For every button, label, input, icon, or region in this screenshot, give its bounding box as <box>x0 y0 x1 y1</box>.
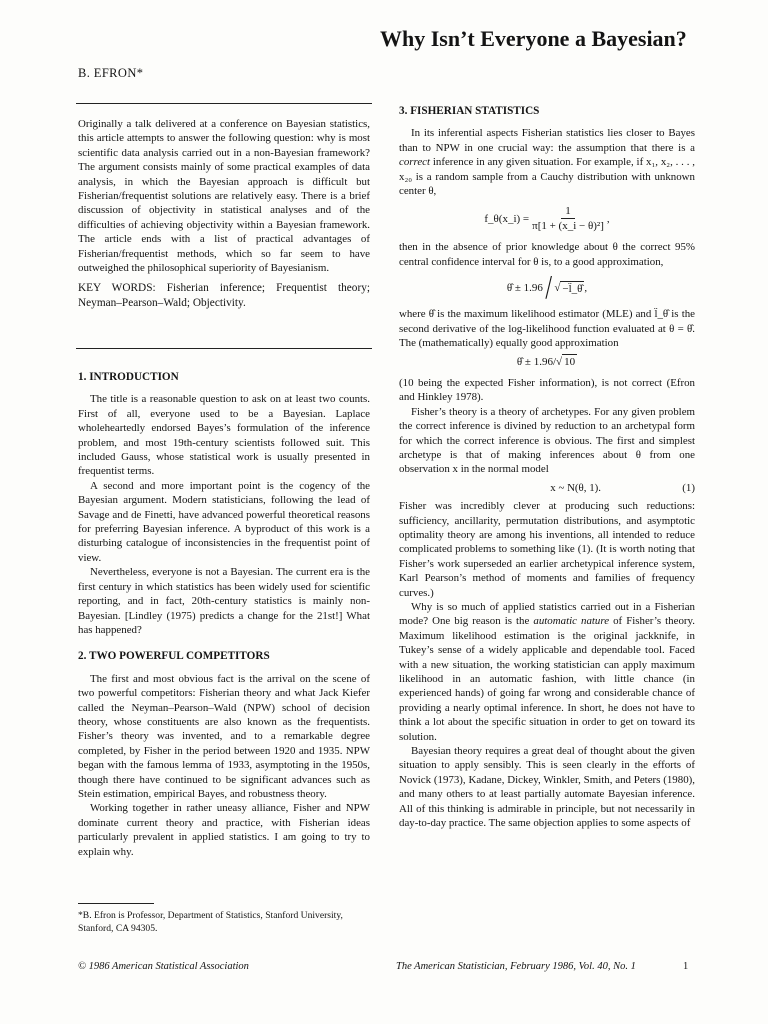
page-number: 1 <box>683 961 689 972</box>
competitors-paragraph-1: The first and most obvious fact is the arrival on the scene of two powerful competitors: Fisherian theory and what Jack Kiefer called the Neyman–Pearson–Wald (NPW) school of decision theory, whose constituents are also known as the frequentists. Fisher’s theory was invented, and to a remarkable degree completed, by Fisher in the period between 1920 and 1935. NPW began with the famous lemma of 1933, asymptoting in the 1950s, though there have continued to be significant advances such as Stein estimation, empirical Bayes, and robustness theory. <box>78 672 370 800</box>
intro-paragraph-2: A second and more important point is the cogency of the Bayesian argument. Modern statisticians, following the lead of Savage and de Finetti, have advanced powerful theoretical reasons for preferring Bayesian inference. A byproduct of this work is a disturbing catalogue of inconsistencies in the frequentist point of view. <box>78 479 370 564</box>
abstract-top-rule <box>76 103 372 104</box>
emphasis-automatic-nature: automatic nature <box>533 615 610 628</box>
author-footnote: *B. Efron is Professor, Department of Statistics, Stanford University, Stanford, CA 94305. <box>78 910 343 934</box>
abstract-bottom-rule <box>76 348 372 349</box>
fisherian-paragraph-3: where θ̂ is the maximum likelihood estimator (MLE) and l̈_θ̂ is the second derivative of the log-likelihood function evaluated at θ = θ̂. The (mathematically) equally good approximation <box>399 308 695 350</box>
emphasis-correct: correct <box>399 156 431 169</box>
copyright-footer: © 1986 American Statistical Association <box>78 961 249 972</box>
fisherian-paragraph-4: (10 being the expected Fisher information), is not correct (Efron and Hinkley 1978). <box>399 376 695 404</box>
equation-approximation: θ̂ ± 1.96/ √ 10 <box>516 355 576 369</box>
fisherian-paragraph-2: then in the absence of prior knowledge about θ the correct 95% central confidence interval for θ is, to a good approximation, <box>399 241 695 268</box>
fisherian-paragraph-5: Fisher’s theory is a theory of archetypes. For any given problem the correct inference is divined by reduction to an archetypal form for which the correct inference is obvious. The first and simplest archetype is that of making inferences about θ from one observation x in the normal model <box>399 405 695 476</box>
intro-paragraph-3: Nevertheless, everyone is not a Bayesian. The current era is the first century in which statistics has been widely used for scientific reporting, and in fact, 20th-century statistics is mainly non-Bayesian. [Lindley (1975) predicts a change for the 21st!] What has happened? <box>78 566 370 636</box>
article-title: Why Isn’t Everyone a Bayesian? <box>380 26 687 51</box>
section-heading-fisherian: 3. FISHERIAN STATISTICS <box>399 105 540 117</box>
equation-confidence-interval: θ̂ ± 1.96 / √ −l̈_θ̂ , <box>506 269 588 307</box>
intro-paragraph-1: The title is a reasonable question to ask on at least two counts. First of all, everyone used to be a Bayesian. Laplace wholeheartedly endorsed Bayes’s formulation of the inference problem, and most 19th-century scientists followed suit. This included Gauss, whose statistical work is usually presented in frequentist terms. <box>78 393 370 478</box>
fisherian-paragraph-8: Bayesian theory requires a great deal of thought about the given situation to apply sensibly. This is seen clearly in the efforts of Novick (1973), Kadane, Dickey, Winkler, Smith, and Peters (1980), and many others to at least partially automate Bayesian inference. All of this thinking is admirable in principle, but not necessarily in day-to-day practice. The same objection applies to some aspects of <box>399 745 695 830</box>
fisherian-paragraph-6: Fisher was incredibly clever at producing such reductions: sufficiency, ancillarity, permutation distributions, and asymptotic optimality theory are among his inventions, all intended to reduce complicated problems to something like (1). (It is worth noting that Fisher’s work superseded an earlier archetypical inference system, Karl Pearson’s method of moments and families of frequency curves.) <box>399 500 695 599</box>
left-column-body <box>78 370 370 859</box>
section-heading-introduction: 1. INTRODUCTION <box>78 371 179 383</box>
equation-number: (1) <box>682 481 695 494</box>
fisherian-paragraph-7: Why is so much of applied statistics carried out in a Fisherian mode? One big reason is the automatic nature of Fisher’s theory. Maximum likelihood estimation is the original jackknife, in Tukey’s sense of a widely applicable and dependable tool. Faced with a new situation, the working statistician can apply maximum likelihood in an automatic fashion, with little chance (in experienced hands) of going far wrong and considerable chance of providing a nearly optimal inference. In short, he does not have to think a lot about the specific situation in order to get on toward its solution. <box>399 600 695 743</box>
left-column <box>78 117 370 311</box>
journal-footer: The American Statistician, February 1986, Vol. 40, No. 1 <box>396 961 636 972</box>
right-column <box>399 104 695 830</box>
keywords: KEY WORDS: Fisherian inference; Frequentist theory; Neyman–Pearson–Wald; Objectivity. <box>78 282 370 310</box>
footnote-rule <box>78 903 154 904</box>
section-heading-competitors: 2. TWO POWERFUL COMPETITORS <box>78 650 270 663</box>
fisherian-paragraph-1: In its inferential aspects Fisherian statistics lies closer to Bayes than to NPW in one crucial way: the assumption that there is a correct inference in any given situation. For example, if x₁, x₂, . . . , x₂₀ is a random sample from a Cauchy distribution with unknown center θ, <box>399 127 695 198</box>
author-name: B. EFRON* <box>78 66 144 80</box>
competitors-paragraph-2: Working together in rather uneasy alliance, Fisher and NPW dominate current theory and practice, with Fisherian ideas particularly prevalent in applied statistics. I am going to try to explain why. <box>78 802 370 858</box>
equation-cauchy-density: f_θ(x_i) = $\frac{1}{\text{π[1 + (x\_i − θ)²]}}$ , <box>484 205 610 233</box>
abstract-text: Originally a talk delivered at a conference on Bayesian statistics, this article attempts to answer the following question: why is most scientific data analysis carried out in a non-Bayesian framework? The argument consists mainly of some practical examples of data analysis, in which the Bayesian approach is difficult but Fisherian/frequentist solutions are relatively easy. There is a brief discussion of objectivity in statistical analyses and of the difficulties of achieving objectivity within a Bayesian framework. The article ends with a list of practical advantages of Fisherian/frequentist methods, which so far seem to have outweighed the philosophical superiority of Bayesianism. <box>78 118 370 275</box>
equation-normal-model: x ~ N(θ, 1). (1) <box>550 481 695 494</box>
